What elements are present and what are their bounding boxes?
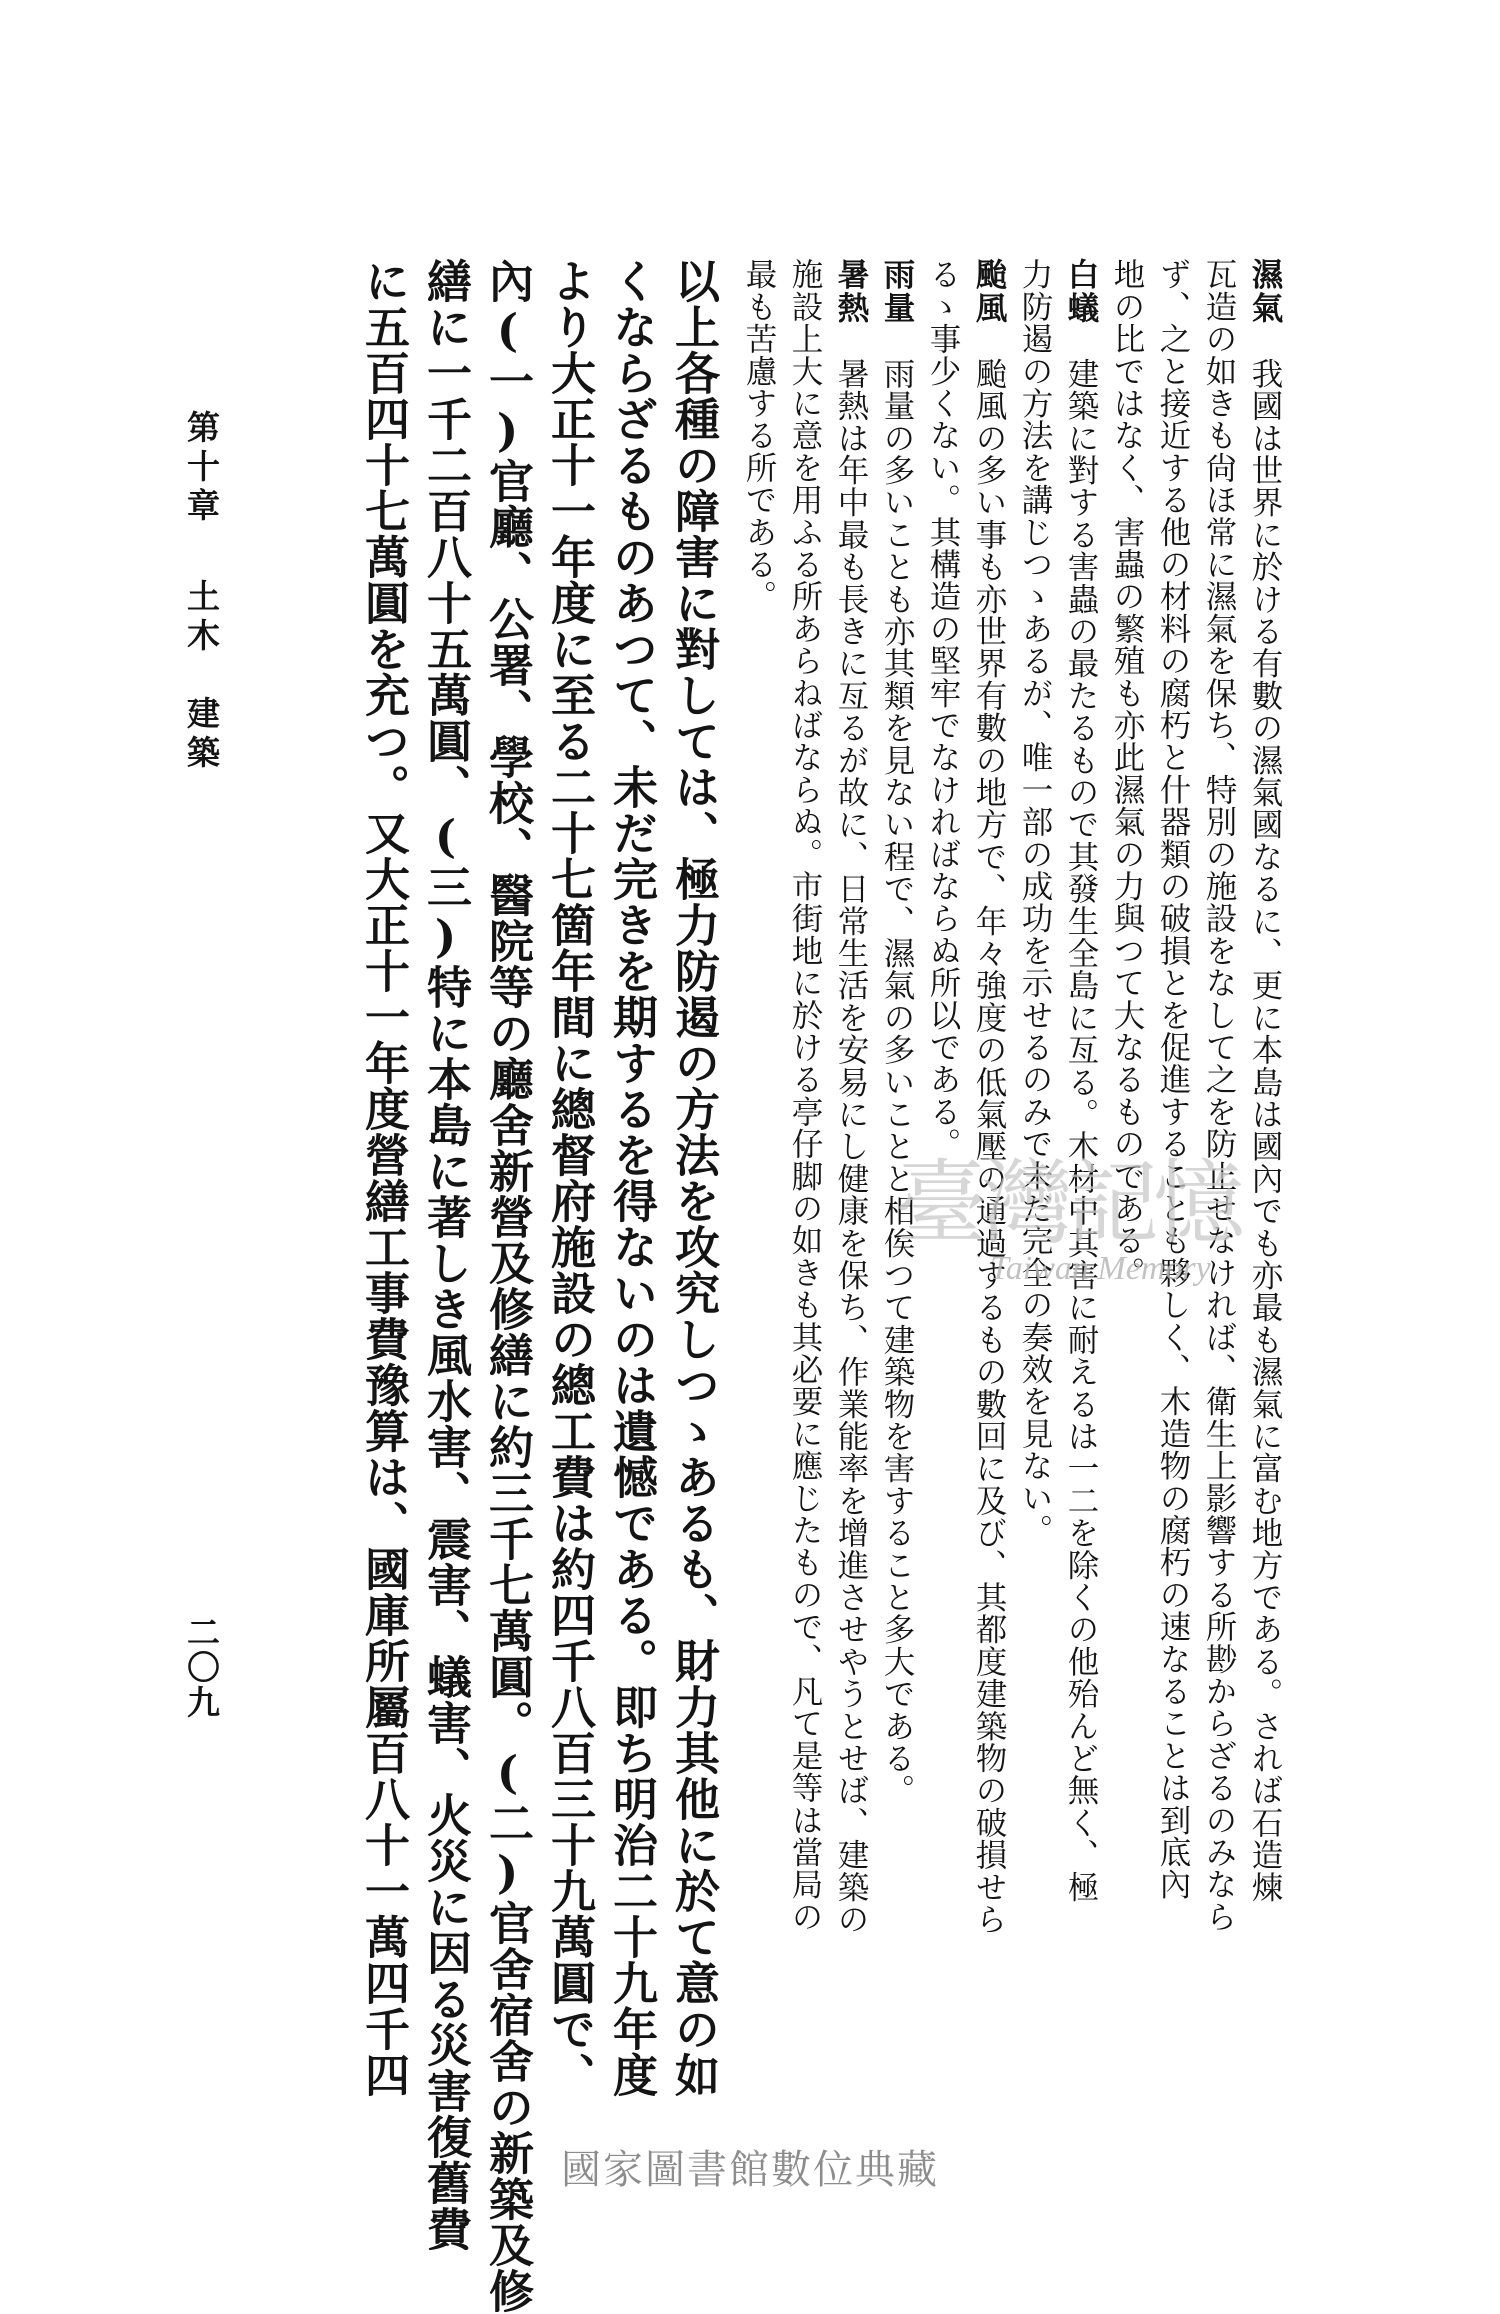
text-column: 暑熱 暑熱は年中最も長きに亙るが故に、日常生活を安易にし健康を保ち、作業能率を增進させやうとせば、建築の [833, 258, 870, 1936]
text-column: 颱風 颱風の多い事も亦世界有數の地方で、年々強度の低氣壓の通過するもの數回に及び、其都度建築物の破損せら [971, 258, 1008, 1936]
text-column: 內(一)官廳、公署、學校、醫院等の廳舍新營及修繕に約三千七萬圓。(二)官舍宿舍の新築及修 [481, 258, 534, 2314]
text-column: 最も苦慮する所である。 [741, 258, 777, 613]
text-column: 地の比ではなく、害蟲の繁殖も亦此濕氣の力與つて大なるものである。 [1109, 258, 1145, 1289]
running-head [178, 410, 225, 830]
paragraph-gap [724, 258, 736, 2048]
text-column: 濕氣 我國は世界に於ける有數の濕氣國なるに、更に本島は國內でも亦最も濕氣に富む地方である。されば石造煉 [1247, 258, 1284, 1903]
text-column: るゝ事少くない。其構造の堅牢でなければならぬ所以である。 [925, 258, 961, 1160]
section-heading: 濕氣 [1247, 258, 1284, 325]
section-heading: 雨量 [879, 258, 916, 325]
chapter-title: 土木 建築 [182, 579, 221, 774]
text-column: より大正十一年度に至る二十七箇年間に總督府施設の總工費は約四千八百三十九萬圓で、 [543, 258, 596, 2098]
text-column: くならざるものあつて、未だ完きを期するを得ないのは遺憾である。即ち明治二十九年度 [605, 258, 658, 2098]
section-heading: 暑熱 [833, 258, 870, 325]
footer-credit: 國家圖書館數位典藏 [561, 2147, 939, 2193]
watermark-logo: 臺灣記憶 [895, 1150, 1240, 1257]
text-column: 雨量 雨量の多いことも亦其類を見ない程で、濕氣の多いことと相俟つて建築物を害すること多大である。 [879, 258, 916, 1807]
text-column: 瓦造の如きも尙ほ常に濕氣を保ち、特別の施設をなして之を防止せなければ、衛生上影響する所尠からざるのみなら [1201, 258, 1237, 1933]
page-number: 二〇九 [182, 1615, 221, 1720]
text-column: 繕に一千二百八十五萬圓、(三)特に本島に著しき風水害、震害、蟻害、火災に因る災害復舊費 [419, 258, 472, 2252]
text-column: 白蟻 建築に對する害蟲の最たるもので其發生全島に亙る。木材中其害に耐えるは一二を除くの他殆んど無く、極 [1063, 258, 1100, 1903]
text-column: に五百四十七萬圓を充つ。又大正十一年度營繕工事費豫算は、國庫所屬百八十一萬四千四 [357, 258, 410, 2098]
text-column: 以上各種の障害に對しては、極力防遏の方法を攻究しつゝあるも、財力其他に於て意の如 [667, 258, 720, 2098]
text-column: 力防遏の方法を講じつゝあるが、唯一部の成功を示せるのみで未だ完全の奏效を見ない。 [1017, 258, 1053, 1546]
watermark [895, 1130, 1255, 1330]
chapter-label: 第十章 [182, 410, 221, 527]
section-heading: 白蟻 [1063, 258, 1100, 325]
text-column: ず、之と接近する他の材料の腐朽と什器類の破損とを促進することも夥しく、木造物の腐朽の速なることは到底內 [1155, 258, 1191, 1901]
section-heading: 颱風 [971, 258, 1008, 325]
watermark-subtitle: Taiwan Memory [990, 1250, 1211, 1287]
text-column: 施設上大に意を用ふる所あらねばならぬ。市街地に於ける亭仔脚の如きも其必要に應じたもので、凡て是等は當局の [787, 258, 823, 1933]
